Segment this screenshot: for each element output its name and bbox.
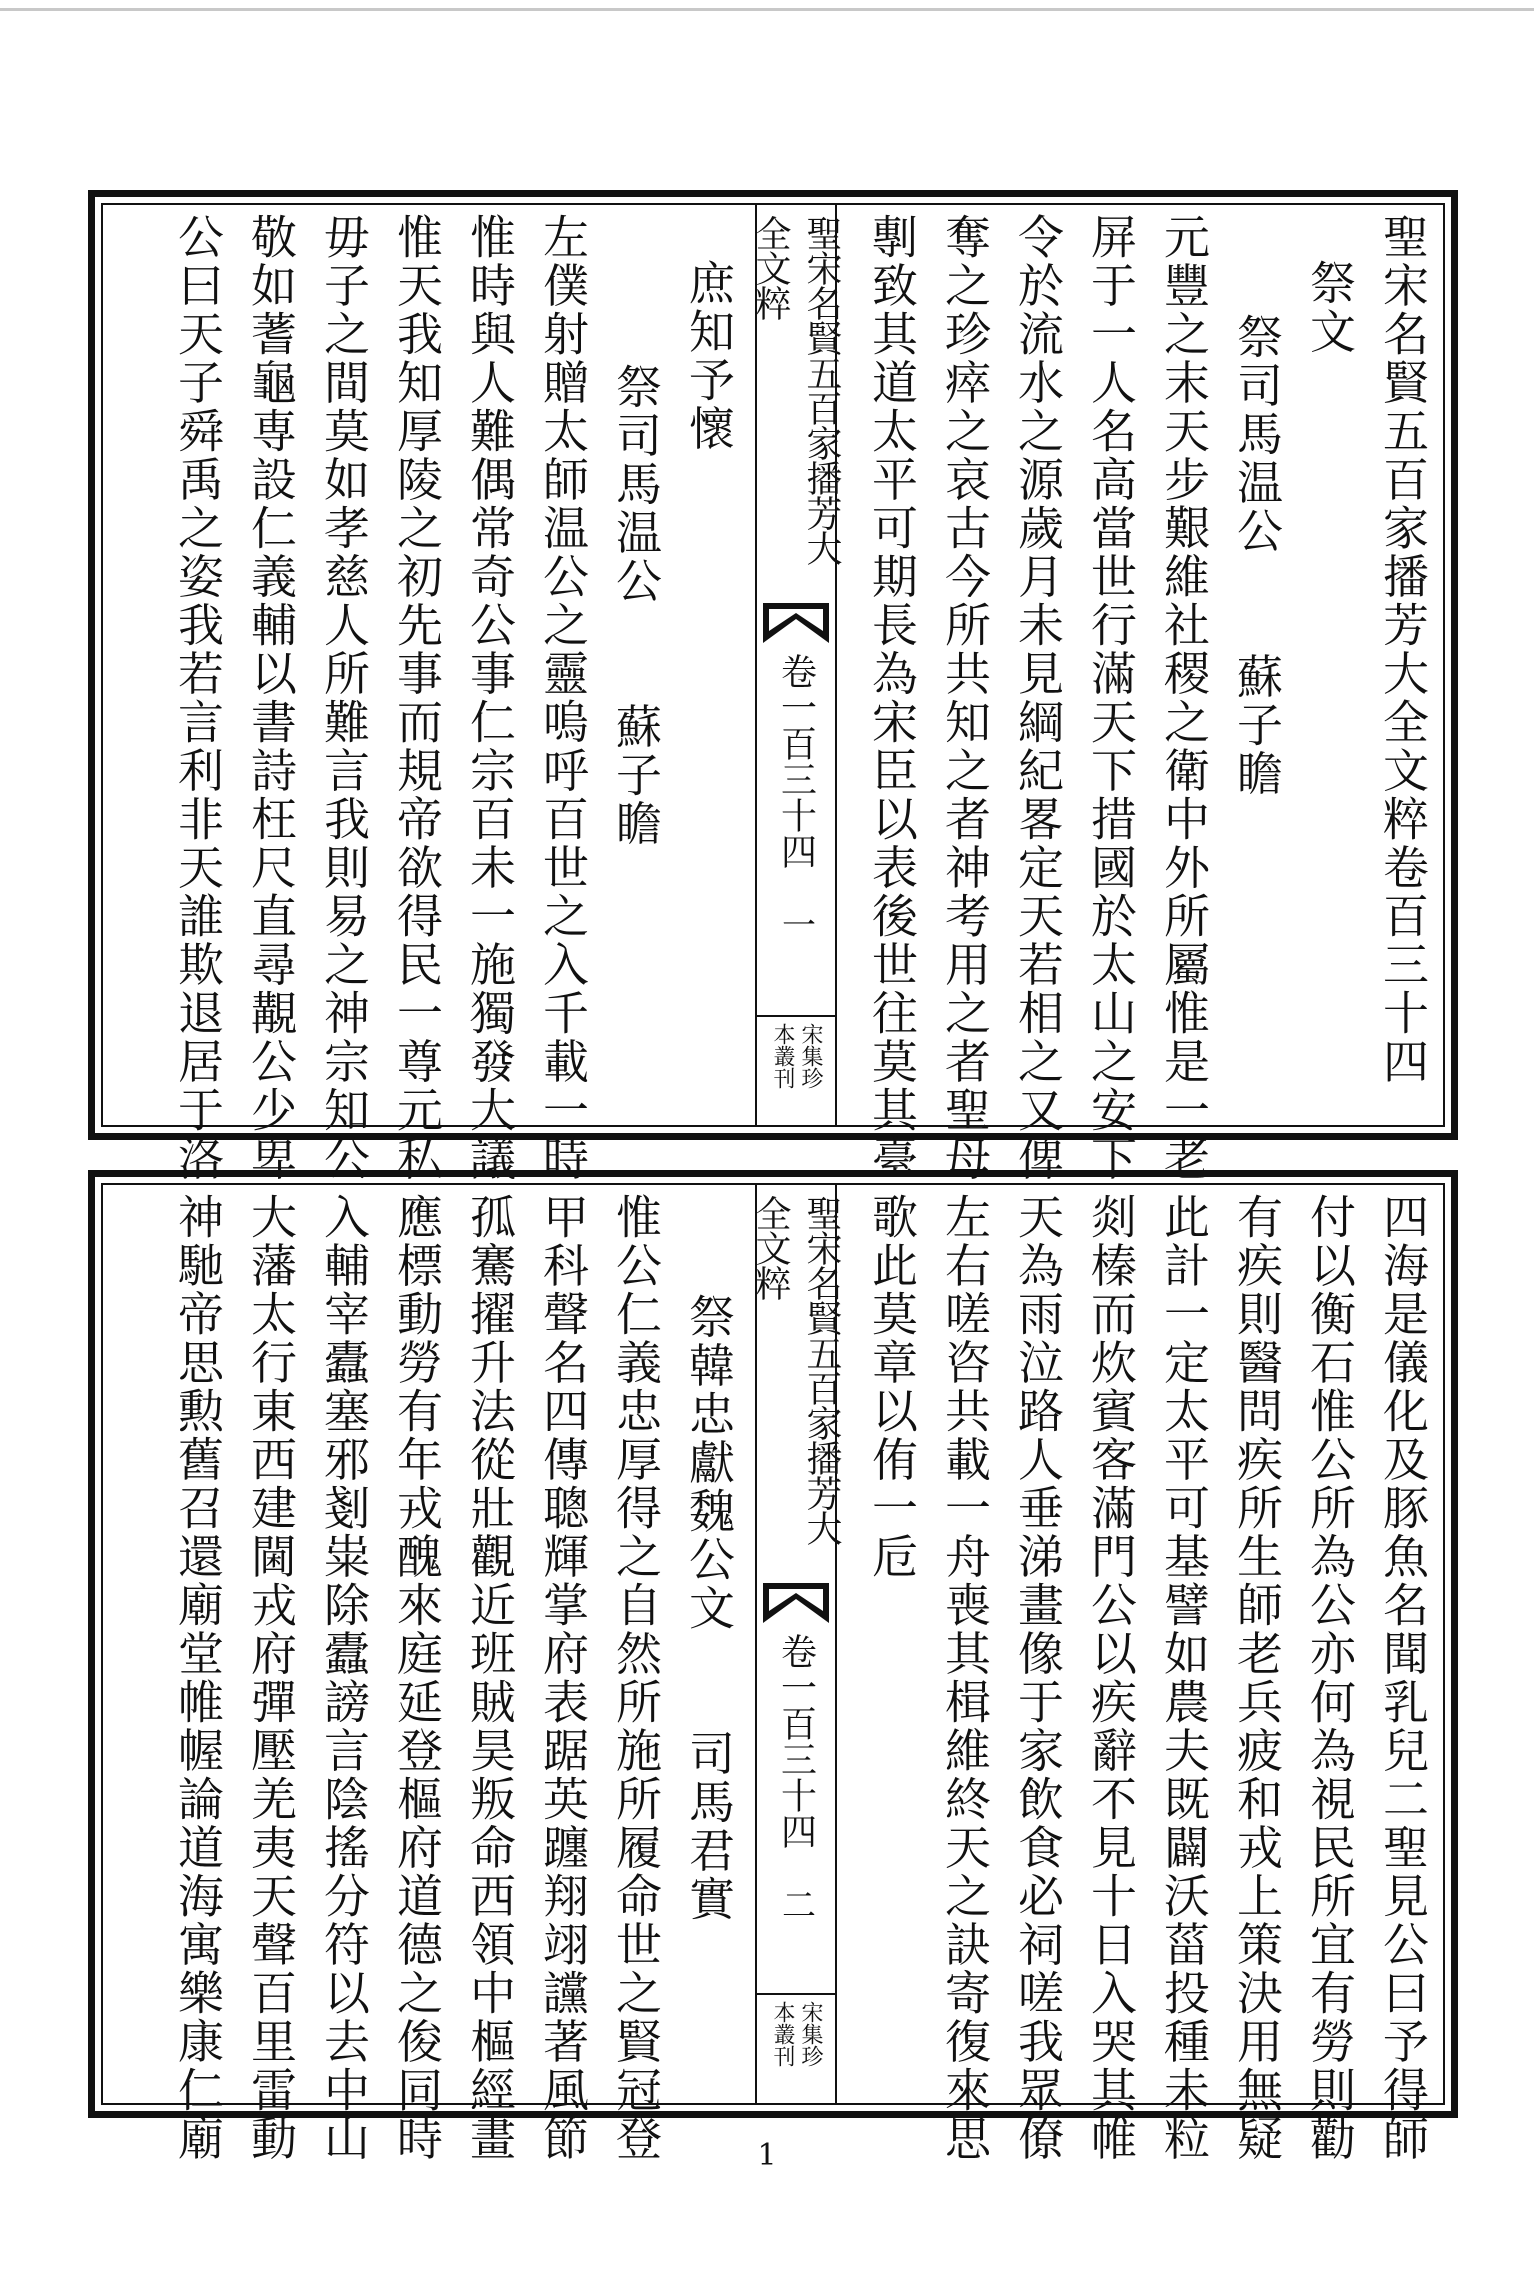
- text-column: 祭司馬温公 蘇子瞻: [1230, 313, 1284, 798]
- page-panel-2: [88, 1170, 1458, 2163]
- top-scan-line: [0, 8, 1534, 11]
- running-title: 聖宋名賢五百家播芳大全文粹: [750, 1195, 842, 1545]
- text-column: 左僕射贈太師温公之靈嗚呼百世之入千載一時: [536, 213, 590, 1183]
- leaf-number: 一: [775, 907, 816, 941]
- text-column: 聖宋名賢五百家播芳大全文粹卷百三十四: [1376, 213, 1430, 1086]
- text-column: 令於流水之源歲月未見綱紀畧定天若相之又俾: [1011, 213, 1065, 1183]
- text-column: 左右嗟咨共載一舟喪其楫維終天之訣寄復來思: [938, 1193, 992, 2163]
- panel-1-left-text: [109, 213, 745, 1183]
- text-column: 屏于一人名高當世行滿天下措國於太山之安下: [1084, 213, 1138, 1183]
- series-line: 本叢刊: [770, 1023, 795, 1089]
- page-panel-1-frame: [101, 203, 1445, 1183]
- text-column: 祭文: [1303, 259, 1357, 356]
- page-panel-1: [88, 190, 1458, 1183]
- text-column: 奪之珍瘁之哀古今所共知之者神考用之者聖母: [938, 213, 992, 1183]
- text-column: 大藩太行東西建閫戎府彈壓羌夷天聲百里雷動: [244, 1193, 298, 2163]
- text-column: 公曰天子舜禹之姿我若言利非天誰欺退居于洛: [171, 213, 225, 1183]
- text-column: 剸致其道太平可期長為宋臣以表後世往莫其臺: [865, 213, 919, 1183]
- text-column: 此計一定太平可基譬如農夫既闢沃菑投種未粒: [1157, 1193, 1211, 2163]
- text-column: 付以衡石惟公所為公亦何為視民所宜有勞則勸: [1303, 1193, 1357, 2163]
- text-column: 庶知予懷: [682, 259, 736, 453]
- series-line: 本叢刊: [770, 2001, 795, 2067]
- panel-1-right-text: [865, 213, 1439, 1183]
- text-column: 元豐之末天步艱維社稷之衛中外所屬惟是一老: [1157, 213, 1211, 1183]
- text-column: 敬如蓍龜専設仁義輔以書詩枉尺直尋覯公少卑: [244, 213, 298, 1183]
- text-column: 惟公仁義忠厚得之自然所施所履命世之賢冠登: [609, 1193, 663, 2163]
- text-column: 四海是儀化及豚魚名聞乳兒二聖見公曰予得師: [1376, 1193, 1430, 2163]
- text-column: 剡榛而炊賓客滿門公以疾辭不見十日入哭其帷: [1084, 1193, 1138, 2163]
- panel-2-right-text: [865, 1193, 1439, 2163]
- fish-tail-mark-icon: [763, 1583, 829, 1623]
- volume-label: 卷一百三十四: [775, 1633, 817, 1849]
- text-column: 歌此莫章以侑一卮: [865, 1193, 919, 1581]
- text-column: 祭司馬温公 蘇子瞻: [609, 363, 663, 848]
- fish-tail-mark-icon: [763, 603, 829, 643]
- text-column: 神馳帝思勲舊召還廟堂帷幄論道海寓樂康仁廟: [171, 1193, 225, 2163]
- series-label: [757, 1015, 835, 1125]
- text-column: 有疾則醫問疾所生師老兵疲和戎上策決用無疑: [1230, 1193, 1284, 2163]
- panel-1-center-strip: [750, 205, 842, 1125]
- text-column: 惟時與人難偶常奇公事仁宗百未一施獨發大議: [463, 213, 517, 1183]
- text-column: 天為雨泣路人垂涕畫像于家飲食必祠嗟我眾僚: [1011, 1193, 1065, 2163]
- text-column: 入輔宰蠹塞邪剗粜除蠹謗言陰搖分符以去中山: [317, 1193, 371, 2163]
- panel-2-center-strip: [750, 1185, 842, 2103]
- series-line: 宋集珍: [798, 2001, 823, 2067]
- page-number: 1: [757, 2138, 777, 2173]
- volume-label: 卷一百三十四: [775, 653, 817, 869]
- text-column: 應標動勞有年戎醜來庭延登樞府道德之俊同時: [390, 1193, 444, 2163]
- text-column: 惟天我知厚陵之初先事而規帝欲得民一尊元私: [390, 213, 444, 1183]
- series-label: [757, 1993, 835, 2103]
- leaf-number: 二: [775, 1887, 816, 1921]
- text-column: 甲科聲名四傳聰輝掌府表踞英躔翔翊讜著風節: [536, 1193, 590, 2163]
- panel-2-left-text: [109, 1193, 745, 2163]
- text-column: 孤騫擢升法從壯觀近班賊昊叛命西領中樞經畫: [463, 1193, 517, 2163]
- series-line: 宋集珍: [798, 1023, 823, 1089]
- running-title: 聖宋名賢五百家播芳大全文粹: [750, 215, 842, 565]
- text-column: 毋子之間莫如孝慈人所難言我則易之神宗知公: [317, 213, 371, 1183]
- page-panel-2-frame: [101, 1183, 1445, 2163]
- text-column: 祭韓忠獻魏公文 司馬君實: [682, 1293, 736, 1924]
